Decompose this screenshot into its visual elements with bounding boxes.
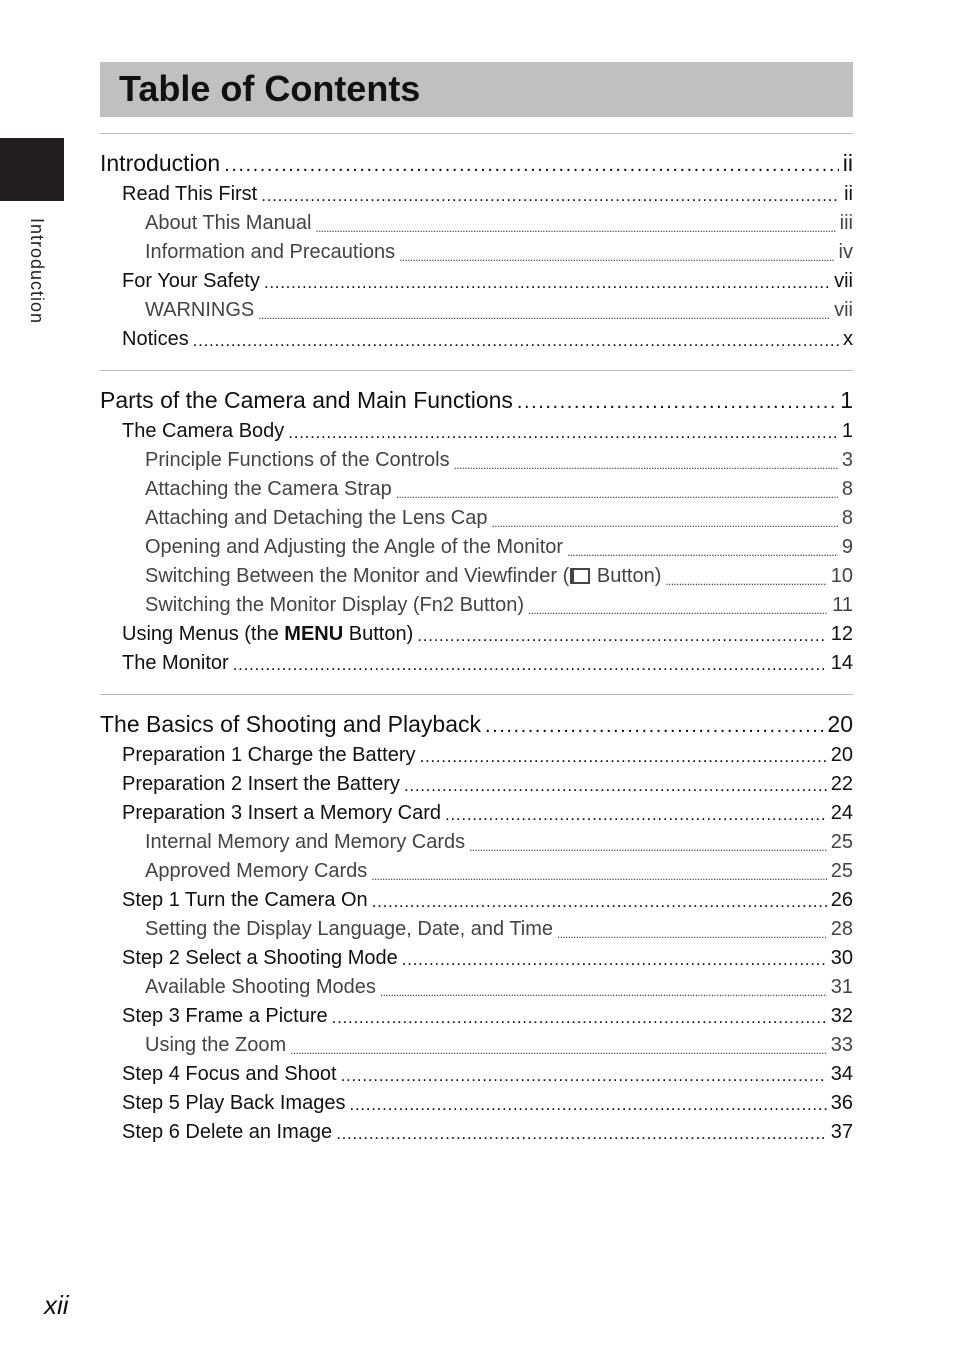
toc-entry[interactable] <box>100 646 853 675</box>
toc-entry-title: Attaching and Detaching the Lens Cap <box>145 507 488 529</box>
toc-section-heading[interactable] <box>100 703 853 738</box>
toc-section-title: Introduction <box>100 150 221 176</box>
toc-page-number: 26 <box>830 889 853 911</box>
toc-page-number: 37 <box>830 1121 853 1143</box>
menu-button-glyph: MENU <box>284 623 344 645</box>
toc-leader-dots <box>517 391 836 414</box>
toc-leader-dots <box>193 331 839 351</box>
toc-entry[interactable] <box>100 1115 853 1144</box>
toc-leader-dots <box>469 840 827 854</box>
toc-entry-title-part: Button) <box>343 623 414 645</box>
toc-page-number: 25 <box>830 831 853 853</box>
toc-leader-dots <box>402 950 827 970</box>
toc-page-number: 8 <box>841 507 853 529</box>
toc-leader-dots <box>288 423 838 443</box>
toc-leader-dots <box>417 626 827 646</box>
toc-entry-title: Switching the Monitor Display (Fn2 Button) <box>145 594 525 616</box>
toc-entry[interactable] <box>100 1028 853 1057</box>
toc-page-number: 14 <box>830 652 853 674</box>
toc-leader-dots <box>399 250 834 264</box>
toc-leader-dots <box>404 776 827 796</box>
toc-entry-title: The Monitor <box>122 652 229 674</box>
toc-entry-title: Read This First <box>122 183 258 205</box>
toc-entry-title: Step 5 Play Back Images <box>122 1092 346 1114</box>
toc-entry[interactable] <box>100 738 853 767</box>
toc-entry-title-part: Switching Between the Monitor and Viewfinder ( <box>145 565 570 587</box>
toc-page-number: vii <box>834 270 853 292</box>
toc-leader-dots <box>371 869 826 883</box>
toc-leader-dots <box>665 574 826 588</box>
toc-section <box>100 694 853 1144</box>
toc-leader-dots <box>491 516 837 530</box>
toc-entry[interactable] <box>100 1086 853 1115</box>
toc-page-number: 3 <box>841 449 853 471</box>
toc-page-number: 9 <box>841 536 853 558</box>
toc-leader-dots <box>445 805 827 825</box>
chapter-tab <box>0 138 64 201</box>
toc-page-number: 1 <box>840 387 853 413</box>
toc-entry-title: Step 2 Select a Shooting Mode <box>122 947 398 969</box>
toc-entry-title-part: Using Menus (the <box>122 623 285 645</box>
toc-entry-title: Preparation 1 Charge the Battery <box>122 744 416 766</box>
toc-entry-title: Notices <box>122 328 189 350</box>
toc-entry[interactable] <box>100 322 853 351</box>
toc-section-title: Parts of the Camera and Main Functions <box>100 387 513 413</box>
toc-page-number: 1 <box>841 420 853 442</box>
toc-leader-dots <box>315 221 835 235</box>
toc-page-number: 8 <box>841 478 853 500</box>
toc-leader-dots <box>420 747 827 767</box>
toc-leader-dots <box>372 892 827 912</box>
toc-entry-title: Principle Functions of the Controls <box>145 449 450 471</box>
toc-entry[interactable] <box>100 588 853 617</box>
toc-entry[interactable] <box>100 941 853 970</box>
toc-leader-dots <box>454 458 838 472</box>
toc-page-number: ii <box>844 183 853 205</box>
toc-entry[interactable] <box>100 883 853 912</box>
toc-entry-title: Preparation 3 Insert a Memory Card <box>122 802 442 824</box>
toc-entry-title: Opening and Adjusting the Angle of the Monitor <box>145 536 564 558</box>
toc-entry[interactable] <box>100 177 853 206</box>
toc-entry-title <box>145 565 661 588</box>
toc-entry[interactable] <box>100 530 853 559</box>
toc-page-number: 11 <box>832 594 853 616</box>
toc-leader-dots <box>261 186 840 206</box>
toc-entry-title: Using the Zoom <box>145 1034 287 1056</box>
toc-section <box>100 133 853 351</box>
toc-entry-title: About This Manual <box>145 212 312 234</box>
toc-page-number: 32 <box>830 1005 853 1027</box>
toc-entry-title: Approved Memory Cards <box>145 860 368 882</box>
toc-entry-title: Available Shooting Modes <box>145 976 376 998</box>
toc-entry-title: For Your Safety <box>122 270 260 292</box>
toc-page-number: 22 <box>830 773 853 795</box>
toc-leader-dots <box>380 985 827 999</box>
toc-page-number: 36 <box>830 1092 853 1114</box>
toc-leader-dots <box>567 545 838 559</box>
toc-leader-dots <box>396 487 838 501</box>
toc-entry[interactable] <box>100 472 853 501</box>
toc-page-number: iv <box>838 241 853 263</box>
toc-page-number: 25 <box>830 860 853 882</box>
toc-page-number: iii <box>839 212 853 234</box>
toc-page-number: 24 <box>830 802 853 824</box>
toc-entry-title: Setting the Display Language, Date, and Time <box>145 918 554 940</box>
toc-entry[interactable] <box>100 970 853 999</box>
toc-leader-dots <box>341 1066 827 1086</box>
toc-leader-dots <box>264 273 830 293</box>
toc-entry[interactable] <box>100 796 853 825</box>
toc-entry[interactable] <box>100 617 853 646</box>
toc-page-number: 31 <box>830 976 853 998</box>
toc-entry[interactable] <box>100 825 853 854</box>
toc-page-number: x <box>843 328 853 350</box>
toc-entry-title: Step 1 Turn the Camera On <box>122 889 368 911</box>
toc-entry-title: Internal Memory and Memory Cards <box>145 831 466 853</box>
toc-leader-dots <box>485 715 823 738</box>
toc-entry[interactable] <box>100 501 853 530</box>
toc-entry[interactable] <box>100 854 853 883</box>
toc-entry-title: Preparation 2 Insert the Battery <box>122 773 400 795</box>
toc-entry[interactable] <box>100 264 853 293</box>
toc-leader-dots <box>258 308 830 322</box>
toc-page-number: 33 <box>830 1034 853 1056</box>
title-bar <box>100 62 853 117</box>
toc-page-number: 12 <box>830 623 853 645</box>
toc-leader-dots <box>557 927 827 941</box>
toc-page-number: 20 <box>827 711 853 737</box>
toc-entry[interactable] <box>100 999 853 1028</box>
toc-page-number: 28 <box>830 918 853 940</box>
toc-entry[interactable] <box>100 559 853 588</box>
toc-entry-title: Step 3 Frame a Picture <box>122 1005 328 1027</box>
toc-entry-title: Information and Precautions <box>145 241 396 263</box>
toc-leader-dots <box>336 1124 827 1144</box>
toc-entry[interactable] <box>100 206 853 235</box>
toc-entry[interactable] <box>100 235 853 264</box>
page-number: xii <box>44 1290 69 1320</box>
toc-leader-dots <box>233 655 827 675</box>
page-title: Table of Contents <box>119 68 421 109</box>
toc-entry-title-part: Button) <box>591 565 662 587</box>
toc-section-title: The Basics of Shooting and Playback <box>100 711 482 737</box>
toc-entry[interactable] <box>100 767 853 796</box>
toc-entry[interactable] <box>100 414 853 443</box>
toc-page-number: vii <box>834 299 853 321</box>
toc-entry-title: Attaching the Camera Strap <box>145 478 392 500</box>
toc-entry[interactable] <box>100 293 853 322</box>
toc-page-number: 20 <box>830 744 853 766</box>
toc-entry-title <box>122 623 413 646</box>
toc-page-number: 10 <box>830 565 853 587</box>
toc-leader-dots <box>528 603 828 617</box>
toc-entry-title: Step 6 Delete an Image <box>122 1121 333 1143</box>
toc-entry[interactable] <box>100 443 853 472</box>
toc-leader-dots <box>332 1008 827 1028</box>
chapter-label: Introduction <box>27 218 47 325</box>
toc-section-heading[interactable] <box>100 142 853 177</box>
toc-entry[interactable] <box>100 1057 853 1086</box>
table-of-contents <box>100 133 853 1163</box>
toc-section <box>100 370 853 675</box>
toc-entry-title: Step 4 Focus and Shoot <box>122 1063 337 1085</box>
toc-leader-dots <box>349 1095 826 1115</box>
toc-entry-title: WARNINGS <box>145 299 255 321</box>
toc-entry-title: The Camera Body <box>122 420 285 442</box>
toc-page-number: 30 <box>830 947 853 969</box>
toc-page-number: 34 <box>830 1063 853 1085</box>
toc-leader-dots <box>224 154 839 177</box>
toc-leader-dots <box>290 1043 827 1057</box>
toc-entry[interactable] <box>100 912 853 941</box>
viewfinder-button-icon <box>570 568 590 584</box>
toc-section-heading[interactable] <box>100 379 853 414</box>
toc-page-number: ii <box>842 150 853 176</box>
